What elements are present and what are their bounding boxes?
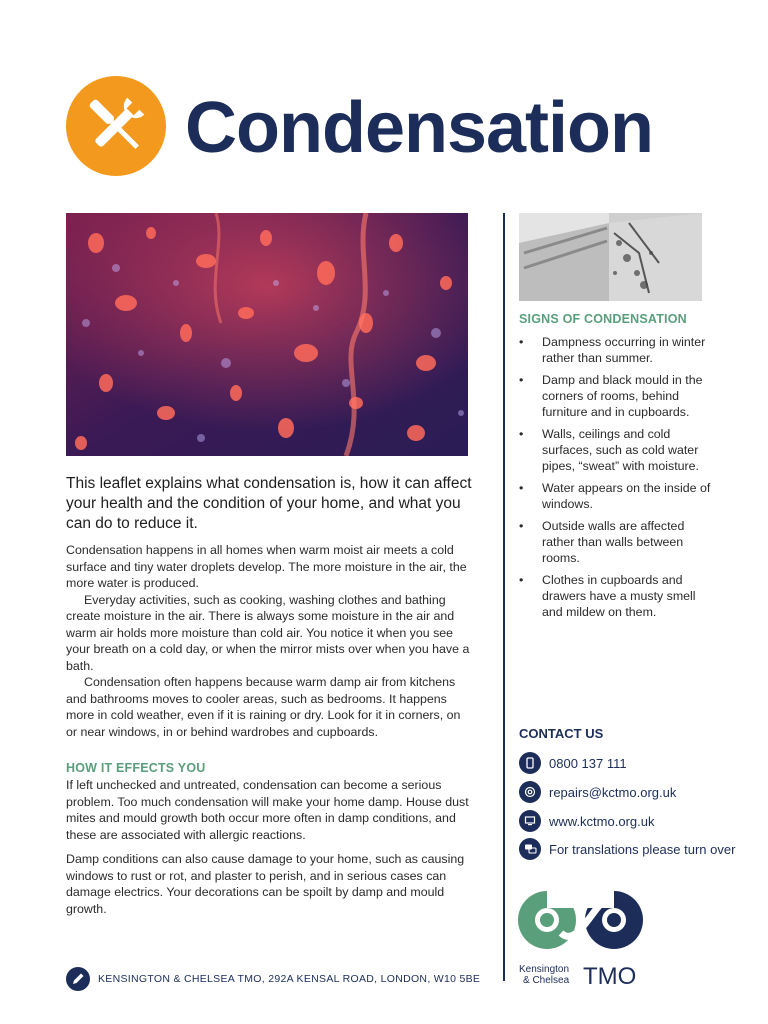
body-section <box>66 542 471 740</box>
effects-heading: HOW IT EFFECTS YOU <box>66 761 206 775</box>
logo-line2: & Chelsea <box>523 975 570 986</box>
body-paragraph: Everyday activities, such as cooking, washing clothes and bathing create moisture in the air. There is always some moisture in the air and warm air holds more moisture than cold air. You notice it when you see your breath on a cold day, or when the mirror mists over when you have a bath. <box>66 592 470 673</box>
phone-icon <box>519 752 541 774</box>
list-item: • Outside walls are affected rather than walls between rooms. <box>519 519 685 565</box>
signs-list <box>519 334 714 626</box>
effects-paragraph: Damp conditions can also cause damage to your home, such as causing windows to rust or rot, and plaster to perish, and in serious cases can damage electrics. Your decorations can be spoilt by damp and mould growth. <box>66 852 465 916</box>
monitor-icon <box>519 810 541 832</box>
email-link[interactable]: repairs@kctmo.org.uk <box>549 784 677 800</box>
logo-tmo: TMO <box>583 963 637 988</box>
speech-bubbles-icon <box>519 838 541 860</box>
contact-heading: CONTACT US <box>519 726 604 741</box>
contact-email[interactable] <box>519 781 676 803</box>
list-item: • Water appears on the inside of windows. <box>519 481 711 511</box>
body-paragraph: Condensation often happens because warm damp air from kitchens and bathrooms moves to cooler areas, such as bedrooms. It happens more in cold weather, even if it is raining or dry. Look for it in corners, on or near windows, in or behind wardrobes and cupboards. <box>66 675 461 739</box>
signs-heading: SIGNS OF CONDENSATION <box>519 312 687 326</box>
translations-text[interactable]: For translations please turn over <box>549 841 736 857</box>
intro-text: This leaflet explains what condensation is, how it can affect your health and the condition of your home, and what you can do to reduce it. <box>66 475 472 532</box>
kctmo-logo <box>517 888 652 988</box>
at-icon <box>519 781 541 803</box>
body-paragraph: Condensation happens in all homes when warm moist air meets a cold surface and tiny water droplets develop. The more moisture in the air, the more water is produced. <box>66 543 467 590</box>
website-link[interactable]: www.kctmo.org.uk <box>549 813 655 829</box>
contact-website[interactable] <box>519 810 654 832</box>
tools-icon <box>66 76 166 176</box>
mould-corner-image <box>519 213 702 301</box>
list-item: • Damp and black mould in the corners of rooms, behind furniture and in cupboards. <box>519 373 703 419</box>
footer-address: KENSINGTON & CHELSEA TMO, 292A KENSAL ROAD, LONDON, W10 5BE <box>98 973 481 985</box>
pen-icon <box>66 967 90 991</box>
list-item: • Dampness occurring in winter rather than summer. <box>519 335 706 365</box>
effects-paragraph: If left unchecked and untreated, condensation can become a serious problem. Too much condensation will make your home damp. House dust mites and mould growth both occur more often in damp conditions, and these are associated with allergic reactions. <box>66 778 469 842</box>
column-divider <box>503 213 505 981</box>
contact-phone[interactable] <box>519 752 627 774</box>
logo-line1: Kensington <box>519 964 570 975</box>
page-title: Condensation <box>185 88 653 168</box>
effects-section <box>66 777 471 917</box>
list-item: • Walls, ceilings and cold surfaces, such as cold water pipes, “sweat” with moisture. <box>519 427 700 473</box>
phone-number[interactable]: 0800 137 111 <box>549 755 627 771</box>
list-item: • Clothes in cupboards and drawers have a musty smell and mildew on them. <box>519 573 696 619</box>
water-droplets-image <box>66 213 468 456</box>
contact-translations[interactable] <box>519 838 735 860</box>
